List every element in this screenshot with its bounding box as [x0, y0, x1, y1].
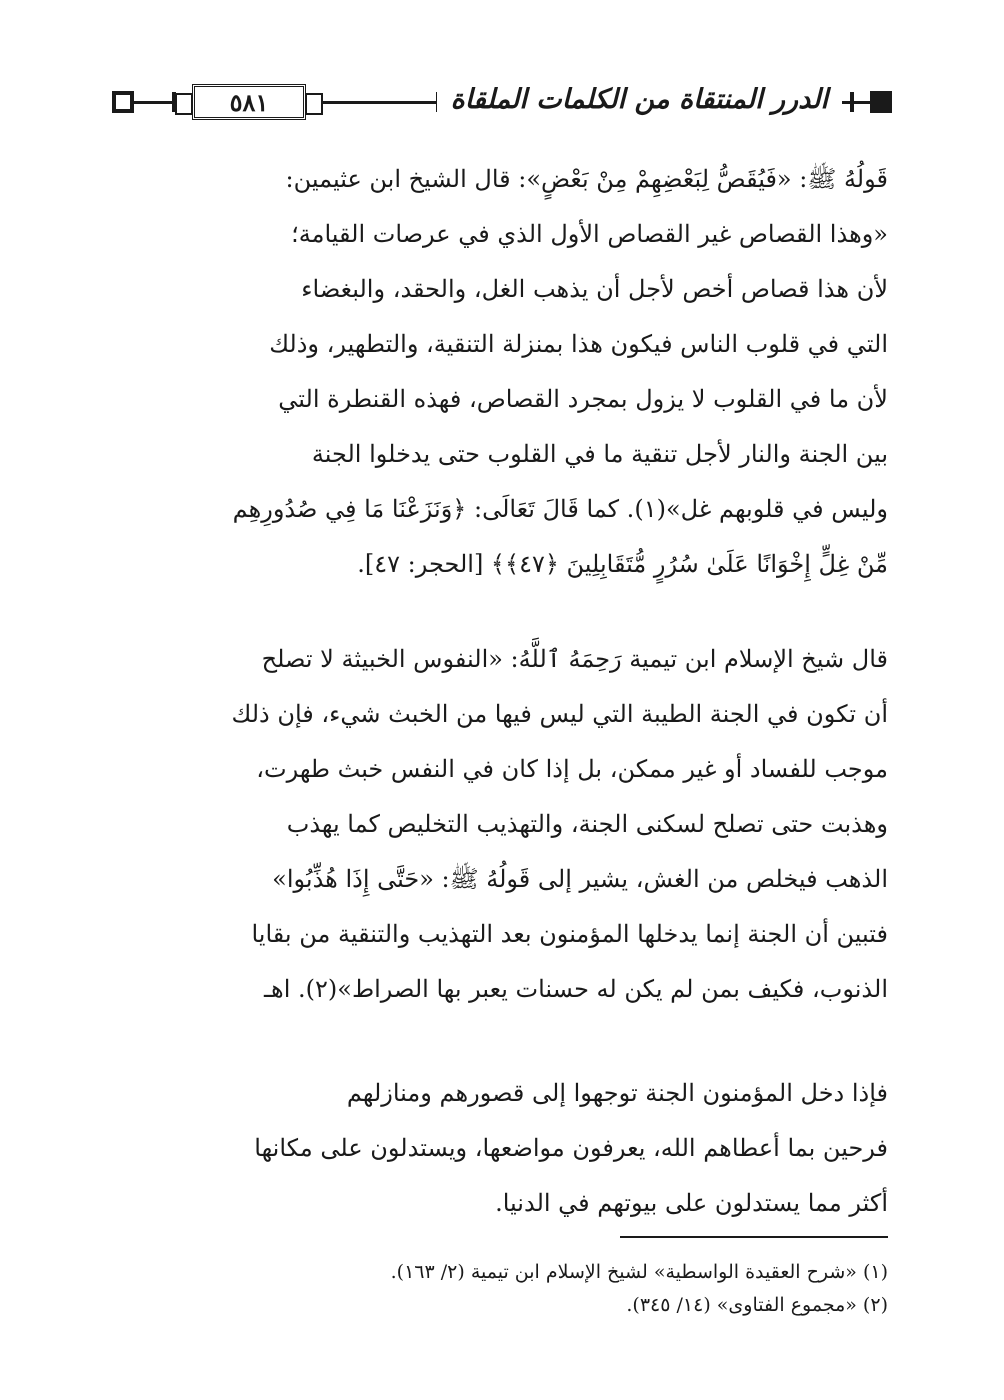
text-line: لأن هذا قصاص أخص لأجل أن يذهب الغل، والحقد، والبغضاء — [301, 275, 888, 303]
footnotes — [116, 1256, 888, 1322]
text-line: موجب للفساد أو غير ممكن، بل إذا كان في النفس خبث طهرت، — [256, 755, 888, 783]
text-line: مِّنْ غِلٍّ إِخْوَانًا عَلَىٰ سُرُرٍ مُّتَقَابِلِينَ ﴿٤٧﴾﴾ [الحجر: ٤٧]. — [357, 550, 888, 578]
text-line: التي في قلوب الناس فيكون هذا بمنزلة التنقية، والتطهير، وذلك — [269, 330, 888, 358]
text-line: فإذا دخل المؤمنون الجنة توجهوا إلى قصورهم ومنازلهم — [346, 1079, 888, 1107]
header-ornament-right — [870, 91, 892, 113]
text-line: فتبين أن الجنة إنما يدخلها المؤمنون بعد التهذيب والتنقية من بقايا — [251, 920, 888, 948]
header-ornament-left — [112, 91, 134, 113]
footnote-separator — [620, 1236, 888, 1238]
text-line: بين الجنة والنار لأجل تنقية ما في القلوب حتى يدخلوا الجنة — [311, 440, 888, 468]
footnote-2: (٢) «مجموع الفتاوى» (١٤/ ٣٤٥). — [626, 1294, 888, 1316]
text-line: الذهب فيخلص من الغش، يشير إلى قَولُهُ ﷺ: «حَتَّى إِذَا هُذِّبُوا» — [272, 865, 888, 893]
page-number-frame — [192, 84, 306, 120]
text-line: وليس في قلوبهم غل»(١). كما قَالَ تَعَالَى: ﴿وَنَزَعْنَا مَا فِي صُدُورِهِم — [232, 495, 888, 523]
text-line: قَولُهُ ﷺ: «فَيُقَصُّ لِبَعْضِهِمْ مِنْ بَعْضٍ»: قال الشيخ ابن عثيمين: — [285, 165, 888, 193]
text-line: أكثر مما يستدلون على بيوتهم في الدنيا. — [495, 1189, 888, 1217]
paragraph-2 — [116, 632, 888, 1017]
text-line: قال شيخ الإسلام ابن تيمية رَحِمَهُ ٱللَّهُ: «النفوس الخبيثة لا تصلح — [261, 645, 888, 673]
text-line: «وهذا القصاص غير القصاص الأول الذي في عرصات القيامة؛ — [291, 220, 888, 248]
book-title: الدرر المنتقاة من الكلمات الملقاة — [437, 78, 842, 122]
text-line: وهذبت حتى تصلح لسكنى الجنة، والتهذيب التخليص كما يهذب — [286, 810, 888, 838]
paragraph-1 — [116, 152, 888, 592]
text-line: لأن ما في القلوب لا يزول بمجرد القصاص، فهذه القنطرة التي — [278, 385, 888, 413]
page-number: ٥٨١ — [229, 87, 269, 117]
paragraph-3 — [116, 1066, 888, 1231]
footnote-1: (١) «شرح العقيدة الواسطية» لشيخ الإسلام ابن تيمية (٢/ ١٦٣). — [390, 1261, 888, 1283]
running-header — [112, 82, 892, 124]
text-line: فرحين بما أعطاهم الله، يعرفون مواضعها، ويستدلون على مكانها — [254, 1134, 888, 1162]
text-line: الذنوب، فكيف بمن لم يكن له حسنات يعبر بها الصراط»(٢). اهـ — [264, 975, 888, 1003]
header-divider-right — [850, 92, 854, 112]
text-line: أن تكون في الجنة الطيبة التي ليس فيها من الخبث شيء، فإن ذلك — [231, 700, 888, 728]
